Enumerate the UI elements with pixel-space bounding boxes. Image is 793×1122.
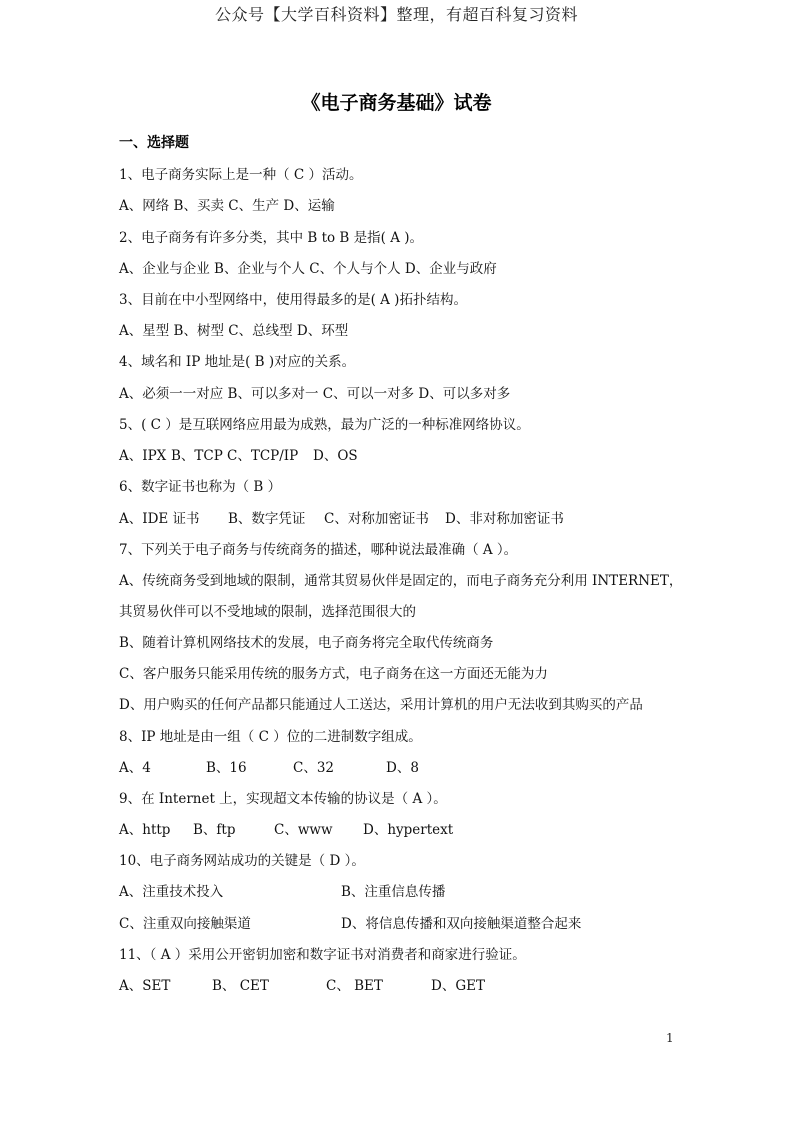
option-a: A、注重技术投入 xyxy=(119,884,224,900)
question-7-option-a-cont: 其贸易伙伴可以不受地域的限制，选择范围很大的 xyxy=(119,604,416,620)
option-c: C、 BET xyxy=(326,978,383,994)
question-7-option-a: A、传统商务受到地域的限制，通常其贸易伙伴是固定的，而电子商务充分利用 INTERNET， xyxy=(119,573,683,589)
option-d: D、GET xyxy=(431,978,485,994)
option-b: B、注重信息传播 xyxy=(341,884,446,900)
question-3: 3、目前在中小型网络中，使用得最多的是( A )拓扑结构。 xyxy=(119,292,467,308)
section-heading: 一、选择题 xyxy=(119,135,189,151)
option-c: C、对称加密证书 xyxy=(324,511,429,527)
option-b: B、TCP xyxy=(171,448,223,464)
question-8-options xyxy=(119,756,719,776)
option-b: B、 CET xyxy=(212,978,269,994)
question-5-options xyxy=(119,444,719,464)
question-7-option-c: C、客户服务只能采用传统的服务方式，电子商务在这一方面还无能为力 xyxy=(119,666,548,682)
question-9: 9、在 Internet 上，实现超文本传输的协议是（ A ）。 xyxy=(119,791,447,807)
question-6-options xyxy=(119,507,719,527)
question-7-option-b: B、随着计算机网络技术的发展，电子商务将完全取代传统商务 xyxy=(119,635,494,651)
option-c: C、注重双向接触渠道 xyxy=(119,916,251,932)
header-note: 公众号【大学百科资料】整理，有超百科复习资料 xyxy=(214,5,578,24)
option-d: D、将信息传播和双向接触渠道整合起来 xyxy=(341,916,582,932)
option-b: B、数字凭证 xyxy=(228,511,306,527)
question-2: 2、电子商务有许多分类，其中 B to B 是指( A )。 xyxy=(119,230,424,246)
question-2-options: A、企业与企业 B、企业与个人 C、个人与个人 D、企业与政府 xyxy=(119,261,497,277)
option-a: A、http xyxy=(119,822,171,838)
page-number: 1 xyxy=(666,1031,674,1045)
question-10-options-row1 xyxy=(119,880,719,900)
option-c: C、www xyxy=(274,822,333,838)
question-3-options: A、星型 B、树型 C、总线型 D、环型 xyxy=(119,323,349,339)
question-1: 1、电子商务实际上是一种（ C ）活动。 xyxy=(119,167,363,183)
option-a: A、IPX xyxy=(119,448,167,464)
question-8: 8、IP 地址是由一组（ C ）位的二进制数字组成。 xyxy=(119,729,422,745)
option-c: C、32 xyxy=(293,760,335,776)
option-a: A、4 xyxy=(119,760,151,776)
question-6: 6、数字证书也称为（ B ） xyxy=(119,479,282,495)
question-7-option-d: D、用户购买的任何产品都只能通过人工送达，采用计算机的用户无法收到其购买的产品 xyxy=(119,697,643,713)
question-10-options-row2 xyxy=(119,912,719,932)
option-c: C、TCP/IP xyxy=(227,448,299,464)
question-11: 11、（ A ）采用公开密钥加密和数字证书对消费者和商家进行验证。 xyxy=(119,947,526,963)
option-d: D、hypertext xyxy=(363,822,454,838)
option-d: D、OS xyxy=(313,448,358,464)
option-d: D、8 xyxy=(386,760,419,776)
option-d: D、非对称加密证书 xyxy=(445,511,564,527)
question-4: 4、域名和 IP 地址是( B )对应的关系。 xyxy=(119,354,356,370)
option-a: A、IDE 证书 xyxy=(119,511,200,527)
question-11-options xyxy=(119,974,719,994)
question-7: 7、下列关于电子商务与传统商务的描述，哪种说法最准确（ A ）。 xyxy=(119,542,518,558)
page-title: 《电子商务基础》试卷 xyxy=(301,92,492,114)
question-5: 5、( C ）是互联网络应用最为成熟，最为广泛的一种标准网络协议。 xyxy=(119,417,530,433)
question-4-options: A、必须一一对应 B、可以多对一 C、可以一对多 D、可以多对多 xyxy=(119,386,511,402)
question-10: 10、电子商务网站成功的关键是（ D ）。 xyxy=(119,853,365,869)
question-1-options: A、网络 B、买卖 C、生产 D、运输 xyxy=(119,198,335,214)
option-a: A、SET xyxy=(119,978,171,994)
option-b: B、ftp xyxy=(193,822,236,838)
option-b: B、16 xyxy=(206,760,247,776)
question-9-options xyxy=(119,818,719,838)
